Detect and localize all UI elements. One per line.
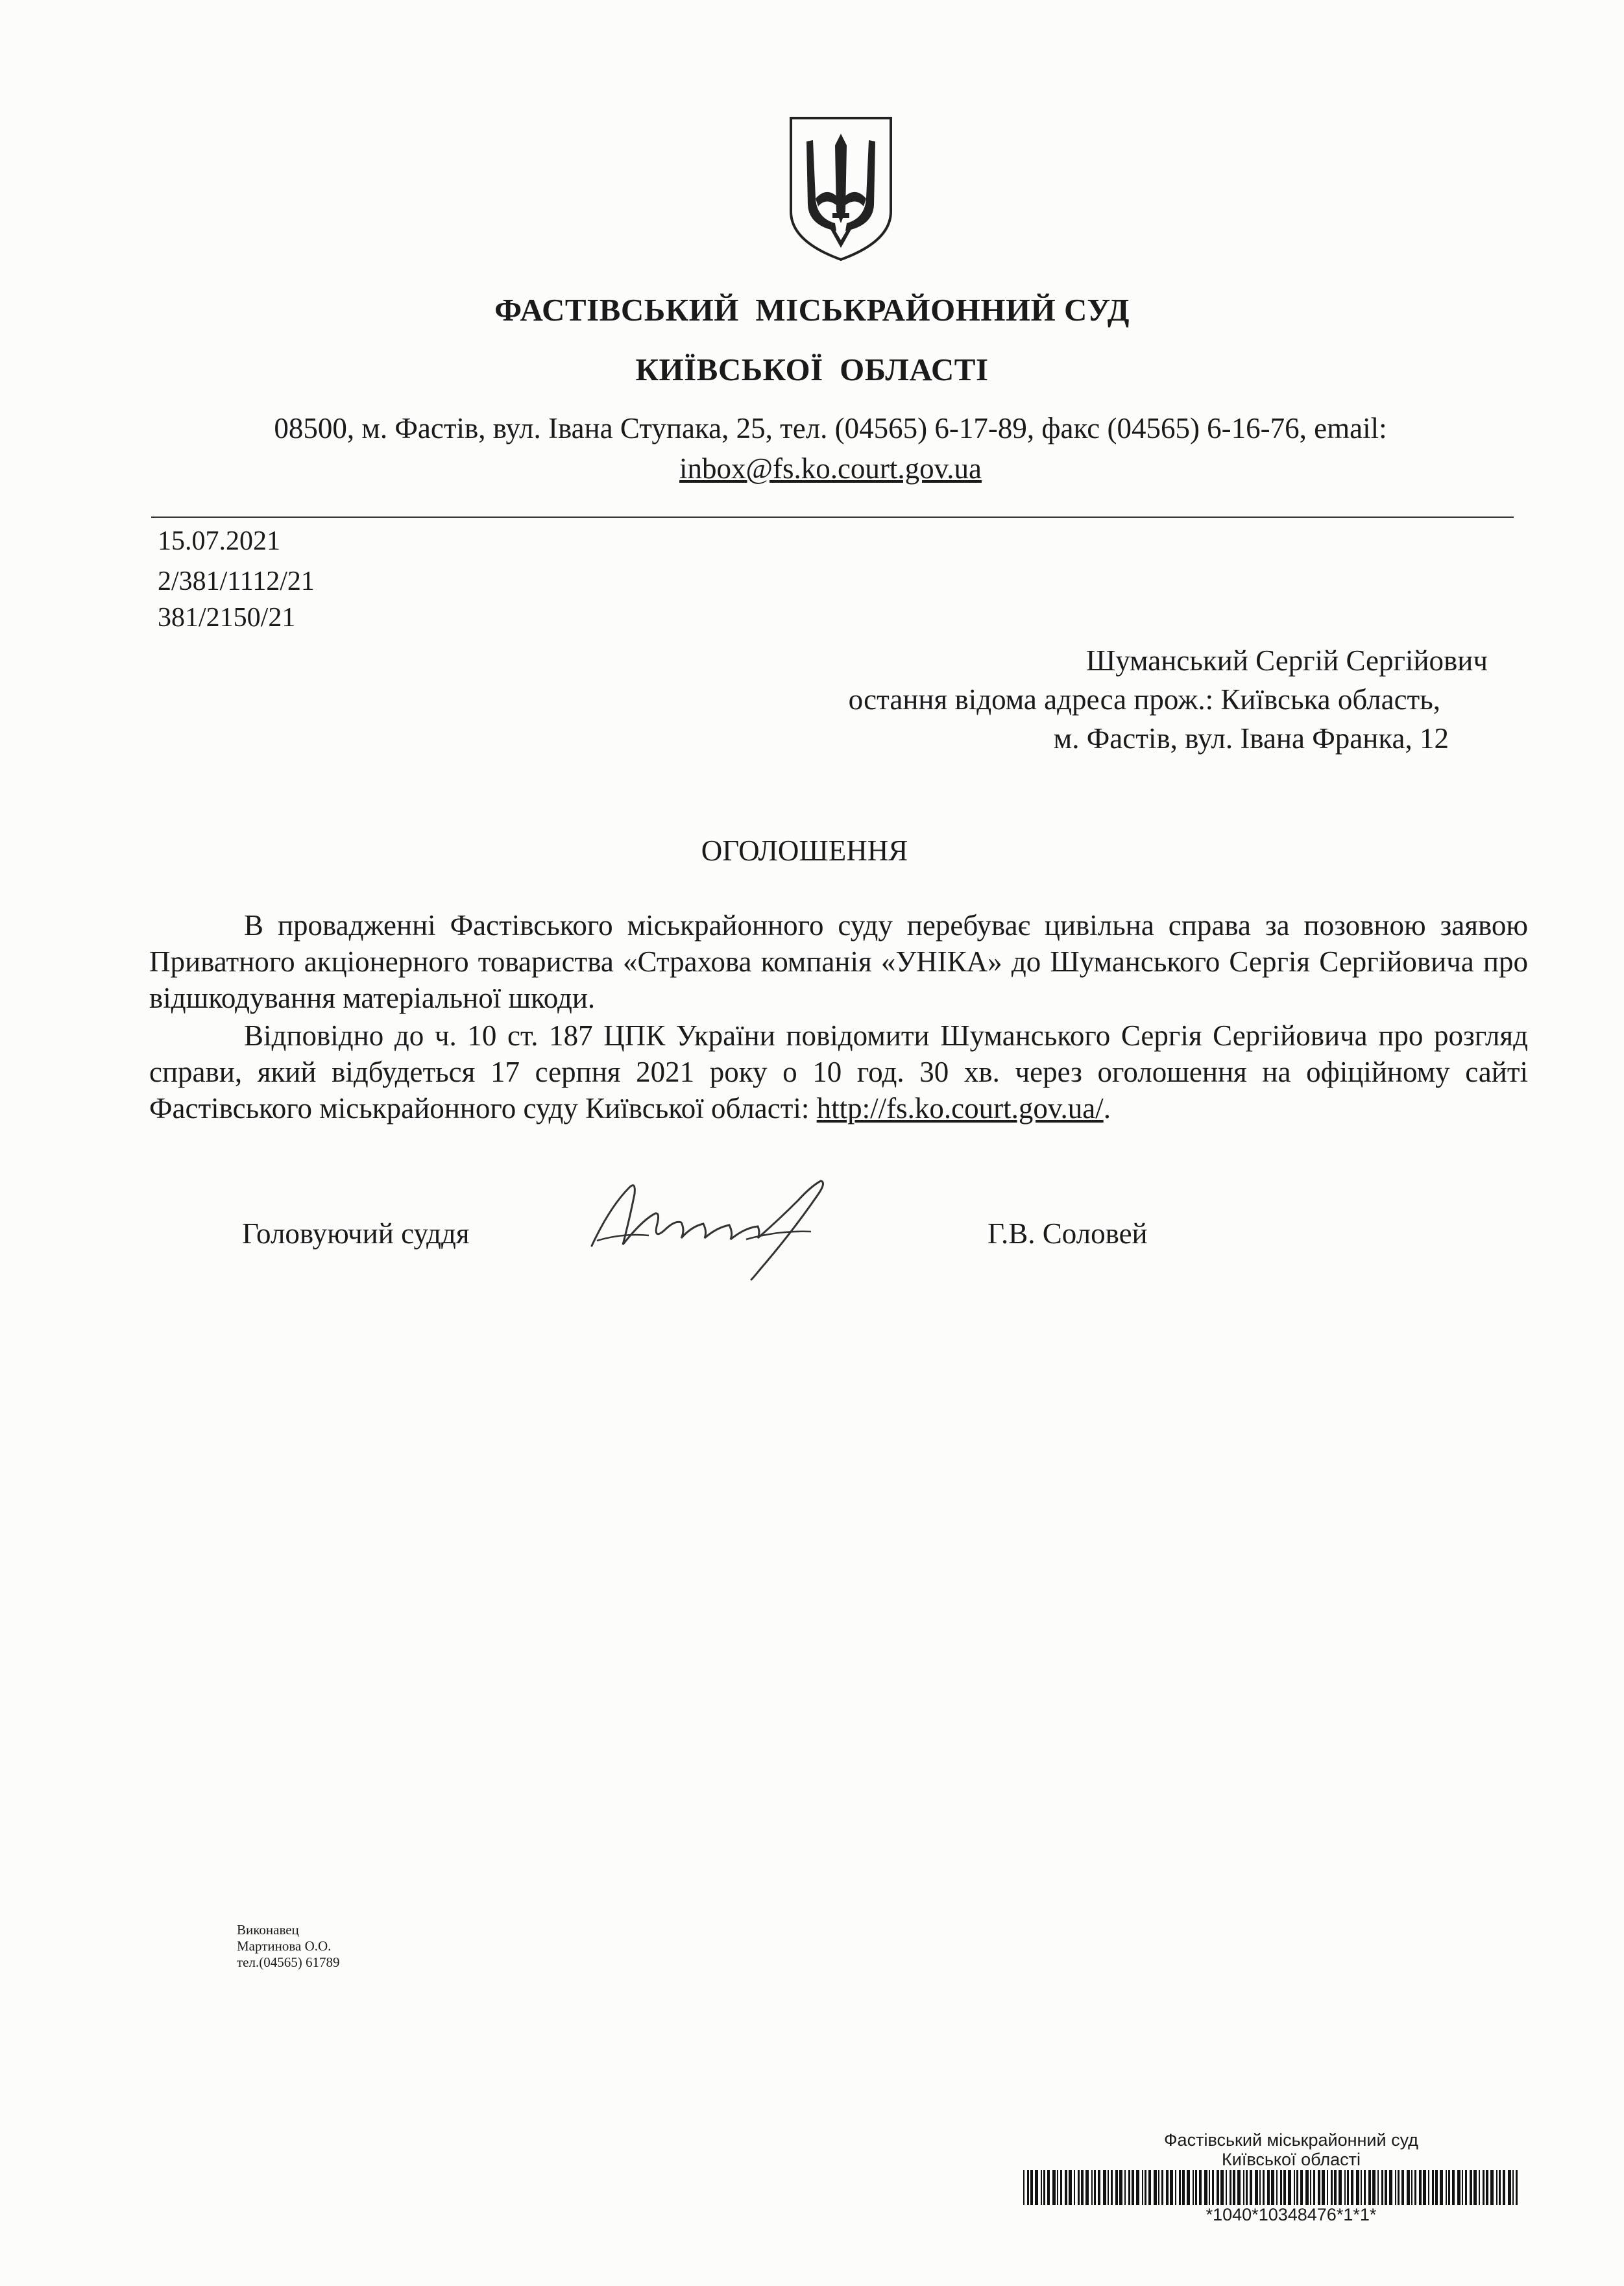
handwritten-signature-icon xyxy=(584,1168,869,1285)
barcode-court-name: Фастівський міськрайонний суд xyxy=(1164,2130,1418,2150)
court-address: 08500, м. Фастів, вул. Івана Ступака, 25, тел. (04565) 6-17-89, факс (04565) 6-16-76, email: xyxy=(274,412,1387,444)
barcode-court-region: Київської області xyxy=(1222,2150,1361,2169)
trident-coat-of-arms-icon xyxy=(787,114,895,263)
announcement-paragraph-1: В провадженні Фастівського міськрайонного суду перебуває цивільна справа за позовною заявою Приватного акціонерного товариства «Страхова компанія «УНІКА» до Шуманського Сергія Сергійовича про відшкодування матеріальної шкоди. xyxy=(149,909,1528,1014)
barcode-code: *1040*10348476*1*1* xyxy=(1206,2205,1377,2224)
court-email-link[interactable]: inbox@fs.ko.court.gov.ua xyxy=(679,452,982,485)
executor-name: Мартинова О.О. xyxy=(237,1938,332,1954)
court-region: КИЇВСЬКОЇ ОБЛАСТІ xyxy=(635,352,989,387)
judge-name: Г.В. Соловей xyxy=(988,1217,1148,1250)
announcement-paragraph-2 xyxy=(149,1017,1528,1126)
court-name: ФАСТІВСЬКИЙ МІСЬКРАЙОННИЙ СУД xyxy=(494,292,1130,328)
paragraph-2-text: Відповідно до ч. 10 ст. 187 ЦПК України повідомити Шуманського Сергія Сергійовича про розгляд справи, який відбудеться 17 серпня 2021 року о 10 год. 30 хв. через оголошення на офіційному сайті Фастівського міськрайонного суду Київської області: xyxy=(149,1019,1528,1125)
case-number: 381/2150/21 xyxy=(158,603,296,633)
paragraph-2-end: . xyxy=(1103,1092,1111,1125)
addressee-address-line2: м. Фастів, вул. Івана Франка, 12 xyxy=(1053,722,1449,755)
outgoing-number: 2/381/1112/21 xyxy=(158,566,315,596)
barcode-icon xyxy=(1022,2170,1520,2205)
executor-phone: тел.(04565) 61789 xyxy=(237,1954,340,1970)
judge-role: Головуючий суддя xyxy=(242,1217,470,1250)
court-website-link[interactable]: http://fs.ko.court.gov.ua/ xyxy=(816,1092,1104,1125)
executor-label: Виконавец xyxy=(237,1922,299,1938)
header-divider xyxy=(151,517,1514,518)
addressee-address-line1: остання відома адреса прож.: Київська область, xyxy=(848,683,1440,716)
addressee-name: Шуманський Сергій Сергійович xyxy=(1085,644,1488,677)
announcement-title: ОГОЛОШЕННЯ xyxy=(701,834,908,867)
document-date: 15.07.2021 xyxy=(158,526,280,556)
